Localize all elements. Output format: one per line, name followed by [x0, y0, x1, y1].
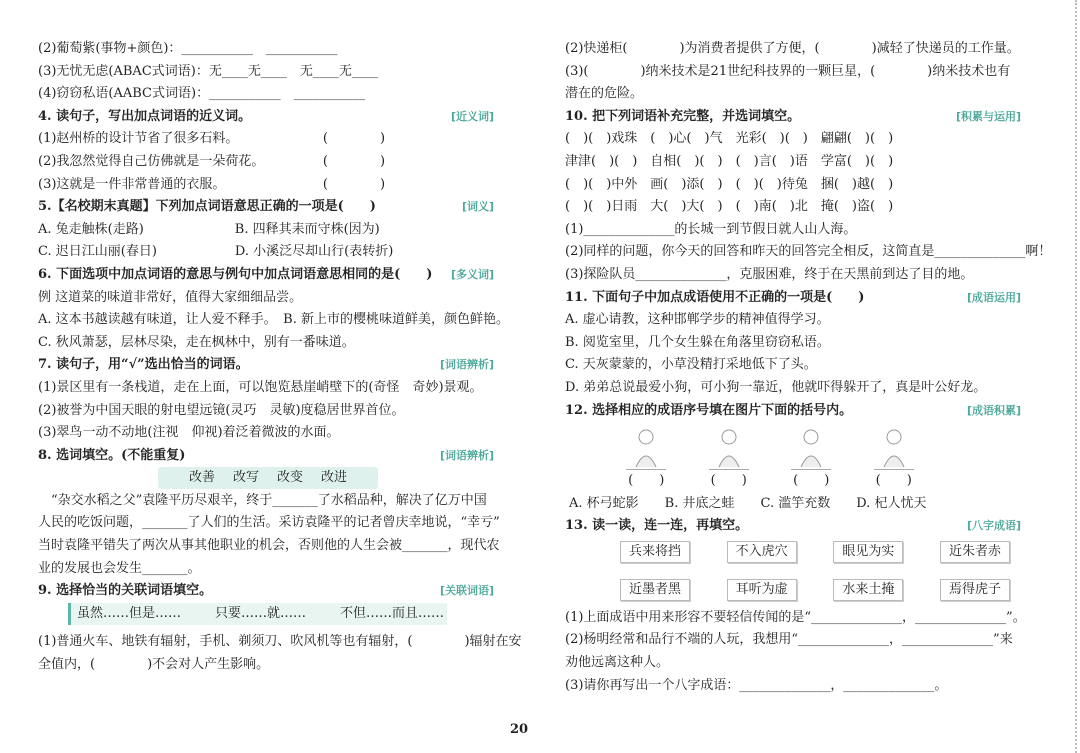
line-text: B. 阅览室里，几个女生躲在角落里窃窃私语。: [565, 334, 830, 350]
text-line: [38, 490, 498, 513]
line-text: 9. 选择恰当的关联词语填空。: [38, 583, 213, 599]
word-bank-row: [38, 467, 498, 490]
text-line: [38, 631, 522, 654]
text-line: [565, 128, 1025, 151]
idiom-row-top: [620, 541, 1010, 563]
text-line: [565, 196, 1025, 219]
line-text: 7. 读句子，用“√”选出恰当的词语。: [38, 357, 249, 373]
line-text: (2)葡萄紫(事物+颜色)：___________ ___________: [38, 41, 338, 56]
word-bank-item: 改进: [321, 470, 348, 486]
category-tag: [ 近义词 ]: [447, 109, 498, 124]
category-tag: [ 关联词语 ]: [436, 583, 498, 598]
text-line: [38, 558, 498, 581]
line-text: 12. 选择相应的成语序号填在图片下面的括号内。: [565, 402, 853, 418]
conjunction-item: 不但……而且……: [340, 605, 445, 621]
word-bank: [158, 467, 378, 489]
idiom-illustration: [709, 425, 749, 470]
line-text: C. 迟日江山丽(春日) D. 小溪泛尽却山行(表转折): [38, 244, 394, 260]
text-line: [38, 309, 509, 332]
question-heading: [38, 106, 498, 129]
text-line: [565, 354, 1025, 377]
question-heading: [38, 445, 498, 468]
category-tag: [ 成语积累 ]: [963, 403, 1025, 418]
text-line: [565, 174, 1025, 197]
line-text: C. 秋风萧瑟，层林尽染，走在枫林中，别有一番味道。: [38, 334, 355, 350]
category-tag: [ 词语辨析 ]: [436, 448, 498, 463]
line-text: (3)请你再写出一个八字成语：______________，______________。: [565, 677, 948, 693]
text-line: [38, 535, 498, 558]
text-line: [38, 241, 498, 264]
text-line: [38, 38, 498, 61]
category-tag: [ 积累与运用 ]: [952, 109, 1025, 124]
idiom-illustration: [874, 425, 914, 470]
category-tag: [ 多义词 ]: [447, 267, 498, 282]
category-tag: [ 八字成语 ]: [963, 518, 1025, 533]
line-text: 津津( )( ) 自相( )( ) ( )言( )语 学富( )( ): [565, 153, 894, 169]
line-text: ( )( )日雨 大( )大( ) ( )南( )北 掩( )盗( ): [565, 199, 894, 215]
text-line: [38, 287, 498, 310]
line-text: D. 弟弟总说最爱小狗，可小狗一靠近，他就吓得躲开了，真是叶公好龙。: [565, 379, 987, 395]
line-text: 潜在的危险。: [565, 86, 644, 102]
line-text: (4)窃窃私语(AABC式词语)：___________ ___________: [38, 86, 366, 102]
text-line: [565, 377, 1025, 400]
text-line: [38, 219, 498, 242]
question-heading: [38, 354, 498, 377]
line-text: ( )( )戏珠 ( )心( )气 光彩( )( ) 翩翩( )( ): [565, 131, 894, 147]
idiom-card[interactable]: 耳听为虚: [727, 579, 797, 601]
text-line: [38, 377, 498, 400]
line-text: 全值内，( )不会对人产生影响。: [38, 657, 270, 673]
line-text: 人民的吃饭问题，_______了人们的生活。采访袁隆平的记者曾庆幸地说，“幸亏”: [38, 515, 500, 531]
text-line: [38, 174, 498, 197]
text-line: [565, 264, 1025, 287]
idiom-illustration: [626, 425, 666, 470]
line-text: (3)无忧无虑(ABAC式词语)：无____无____ 无____无____: [38, 63, 378, 79]
text-line: [565, 151, 1025, 174]
word-bank-item: 改善: [188, 470, 215, 486]
idiom-card[interactable]: 近墨者黑: [620, 579, 690, 601]
line-text: (2)快递柜( )为消费者提供了方便，( )减轻了快递员的工作量。: [565, 41, 1020, 56]
text-line: [38, 83, 498, 106]
idiom-row-bottom: [620, 579, 1010, 601]
line-text: C. 天灰蒙蒙的，小草没精打采地低下了头。: [565, 357, 817, 373]
line-text: (3)这就是一件非常普通的衣服。 ( ): [38, 176, 386, 192]
category-tag: [ 词语辨析 ]: [436, 357, 498, 372]
text-line: [565, 629, 1025, 652]
idiom-pictures: [605, 422, 935, 470]
line-text: (3)探险队员______________，克服困难，终于在天黑前到达了目的地。: [565, 266, 974, 282]
line-text: ( )( )中外 画( )添( ) ( )( )待兔 捆( )越( ): [565, 176, 894, 192]
text-line: [38, 512, 498, 535]
line-text: 业的发展也会发生_______。: [38, 560, 201, 576]
left-column: [38, 38, 522, 677]
page-number: 20: [510, 722, 529, 737]
category-tag: [ 成语运用 ]: [963, 290, 1025, 305]
conjunction-item: 虽然……但是……: [77, 605, 182, 621]
idiom-options: A. 杯弓蛇影 B. 井底之蛙 C. 滥竽充数 D. 杞人忧天: [569, 495, 927, 511]
line-text: (3)( )纳米技术是21世纪科技界的一颗巨星，( )纳米技术也有: [565, 63, 1011, 79]
line-text: (2)杨明经常和品行不端的人玩，我想用“______________，______________”来: [565, 632, 1013, 648]
binding-edge: [1075, 0, 1077, 753]
text-line: [38, 151, 498, 174]
conjunction-bank-row: [38, 603, 498, 626]
line-text: A. 虚心请教，这种邯郸学步的精神值得学习。: [565, 312, 830, 328]
line-text: (2)我忽然觉得自己仿佛就是一朵荷花。 ( ): [38, 153, 386, 169]
line-text: 11. 下面句子中加点成语使用不正确的一项是( ): [565, 289, 865, 305]
answer-bracket[interactable]: ( ): [875, 473, 912, 489]
line-text: 6. 下面选项中加点词语的意思与例句中加点词语意思相同的是( ): [38, 266, 433, 282]
question-heading: [38, 580, 498, 603]
question-heading: [565, 106, 1025, 129]
text-line: [565, 219, 1025, 242]
text-line: [38, 422, 498, 445]
line-text: A. 兔走触株(走路) B. 四释其耒而守株(因为): [38, 221, 380, 237]
text-line: [38, 128, 498, 151]
text-line: [565, 332, 1025, 355]
word-bank-item: 改写: [232, 470, 259, 486]
text-line: [565, 83, 1025, 106]
idiom-card[interactable]: 眼见为实: [833, 541, 903, 563]
line-text: (1)普通火车、地铁有辐射，手机、剃须刀、吹风机等也有辐射，( )辐射在安: [38, 634, 522, 650]
answer-brackets: [605, 470, 935, 493]
answer-bracket[interactable]: ( ): [710, 473, 747, 489]
line-text: A. 这本书越读越有味道，让人爱不释手。 B. 新上市的樱桃味道鲜美，颜色鲜艳。: [38, 312, 509, 328]
category-tag: [ 词义 ]: [458, 199, 498, 214]
text-line: [565, 38, 1025, 61]
question-heading: [38, 264, 498, 287]
text-line: [38, 654, 498, 677]
conjunction-item: 只要……就……: [215, 605, 307, 621]
line-text: 13. 读一读，连一连，再填空。: [565, 518, 749, 534]
idiom-card[interactable]: 近朱者赤: [940, 541, 1010, 563]
text-line: [565, 241, 1052, 264]
answer-bracket[interactable]: ( ): [628, 473, 665, 489]
word-bank-item: 改变: [277, 470, 304, 486]
line-text: 4. 读句子，写出加点词语的近义词。: [38, 108, 252, 124]
idiom-illustration: [791, 425, 831, 470]
line-text: 5.【名校期末真题】下列加点词语意思正确的一项是( ): [38, 199, 376, 215]
idiom-card[interactable]: 不入虎穴: [727, 541, 797, 563]
line-text: 10. 把下列词语补充完整，并选词填空。: [565, 108, 801, 124]
text-line: [38, 61, 498, 84]
text-line: [565, 652, 1025, 675]
text-line: [565, 61, 1025, 84]
line-text: (1)景区里有一条栈道，走在上面，可以饱览悬崖峭壁下的(奇怪 奇妙)景观。: [38, 379, 483, 395]
line-text: 8. 选词填空。(不能重复): [38, 447, 186, 463]
text-line: [38, 332, 498, 355]
line-text: (2)同样的问题，你今天的回答和昨天的回答完全相反，这简直是______________啊！: [565, 244, 1052, 260]
right-column: [565, 38, 1052, 697]
text-line: [38, 400, 498, 423]
idiom-card[interactable]: 水来土掩: [833, 579, 903, 601]
line-text: 劝他远离这种人。: [565, 655, 670, 671]
line-text: (3)翠鸟一动不动地(注视 仰视)着泛着微波的水面。: [38, 425, 340, 441]
question-heading: [565, 515, 1025, 538]
line-text: (2)被誉为中国天眼的射电望远镜(灵巧 灵敏)度稳居世界首位。: [38, 402, 405, 418]
idiom-card[interactable]: 焉得虎子: [940, 579, 1010, 601]
text-line: [565, 607, 1025, 630]
question-heading: [38, 196, 498, 219]
question-heading: [565, 400, 1025, 423]
line-text: (1)上面成语中用来形容不要轻信传闻的是“______________，______________”。: [565, 609, 1026, 625]
text-line: [565, 309, 1025, 332]
question-heading: [565, 287, 1025, 310]
line-text: (1)赵州桥的设计节省了很多石料。 ( ): [38, 131, 386, 147]
line-text: “杂交水稻之父”袁隆平历尽艰辛，终于_______了水稻品种，解决了亿万中国: [38, 492, 487, 508]
line-text: (1)______________的长城一到节假日就人山人海。: [565, 221, 857, 237]
conjunction-bank: [68, 603, 447, 625]
text-line: [565, 675, 1025, 698]
answer-bracket[interactable]: ( ): [793, 473, 830, 489]
idiom-card[interactable]: 兵来将挡: [620, 541, 690, 563]
line-text: 例 这道菜的味道非常好，值得大家细细品尝。: [38, 289, 303, 305]
line-text: 当时袁隆平错失了两次从事其他职业的机会，否则他的人生会被_______，现代农: [38, 538, 500, 554]
